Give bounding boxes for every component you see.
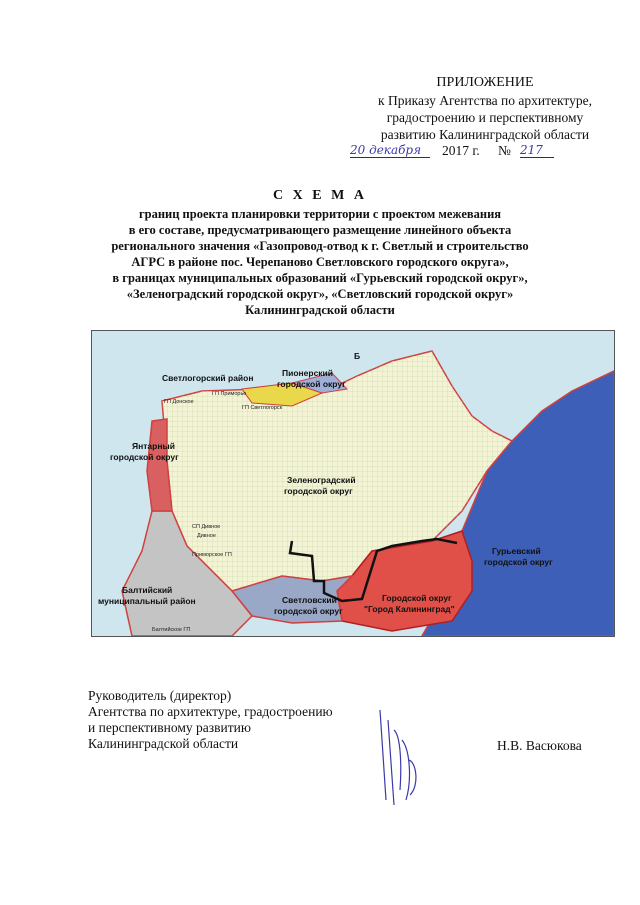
label-baltiyskoe-gp: Балтийское ГП <box>152 627 191 633</box>
schema-line-4: АГРС в районе пос. Черепаново Светловского городского округа», <box>131 255 509 269</box>
signature-block <box>88 688 333 752</box>
appendix-line-3: развитию Калининградской области <box>380 127 590 142</box>
label-svetlovsky-2: городской округ <box>274 606 343 616</box>
label-kaliningrad-2: "Город Калининград" <box>364 604 455 614</box>
label-zelenogradsky-1: Зеленоградский <box>287 475 356 485</box>
signature-line-1: Руководитель (директор) <box>88 688 232 703</box>
signature-line-3: и перспективному развитию <box>88 720 251 735</box>
label-gp-svetlogorsk: ГП Светлогорск <box>242 405 283 411</box>
schema-title: С Х Е М А <box>273 188 367 203</box>
order-year: 2017 г. <box>442 143 480 158</box>
label-gp-primorye: ГП Приморье <box>212 391 247 397</box>
label-baltiysky-2: муниципальный район <box>98 596 196 606</box>
map-svg <box>92 331 614 636</box>
label-sp-divnoe: СП Дивное <box>192 524 221 530</box>
order-number-sign: № <box>498 143 511 158</box>
schema-line-1: границ проекта планировки территории с проектом межевания <box>138 207 502 221</box>
label-svetlogorsky: Светлогорский район <box>162 373 254 383</box>
label-guryevsky-1: Гурьевский <box>492 546 541 556</box>
schema-line-6: «Зеленоградский городской округ», «Светловский городской округ» <box>126 287 514 301</box>
label-pionersky-1: Пионерский <box>282 368 334 378</box>
appendix-line-2: градостроению и перспективному <box>386 110 584 125</box>
label-yantarny-2: городской округ <box>110 452 179 462</box>
territory-map <box>91 330 615 637</box>
label-sp-divnoe-2: Дивное <box>197 533 216 539</box>
label-gp-donskoe: ГП Донское <box>164 399 194 405</box>
schema-line-2: в его составе, предусматривающего размещение линейного объекта <box>128 223 512 237</box>
label-pionersky-2: городской округ <box>277 379 346 389</box>
signatory-name: Н.В. Васюкова <box>497 738 582 753</box>
label-primorskoe-gp: Приморское ГП <box>192 552 232 558</box>
label-kaliningrad-1: Городской округ <box>382 593 452 603</box>
label-yantarny-1: Янтарный <box>132 441 175 451</box>
signature-line-4: Калининградской области <box>88 736 239 751</box>
label-zelenogradsky-2: городской округ <box>284 486 353 496</box>
appendix-line-1: к Приказу Агентства по архитектуре, <box>378 93 592 108</box>
schema-line-7: Калининградской области <box>245 303 395 317</box>
order-date-row <box>350 143 610 161</box>
schema-line-5: в границах муниципальных образований «Гурьевский городской округ», <box>112 271 528 285</box>
label-guryevsky-2: городской округ <box>484 557 553 567</box>
schema-line-3: регионального значения «Газопровод-отвод к г. Светлый и строительство <box>111 239 529 253</box>
label-svetlovsky-1: Светловский <box>282 595 337 605</box>
label-baltiysky-1: Балтийский <box>122 585 173 595</box>
order-number-handwritten: 217 <box>520 143 554 158</box>
handwritten-signature <box>370 700 430 810</box>
signature-line-2: Агентства по архитектуре, градостроению <box>88 704 333 719</box>
label-sea-letter: Б <box>354 351 361 361</box>
order-date-handwritten: 20 декабря <box>350 143 430 158</box>
appendix-title: ПРИЛОЖЕНИЕ <box>436 75 534 90</box>
